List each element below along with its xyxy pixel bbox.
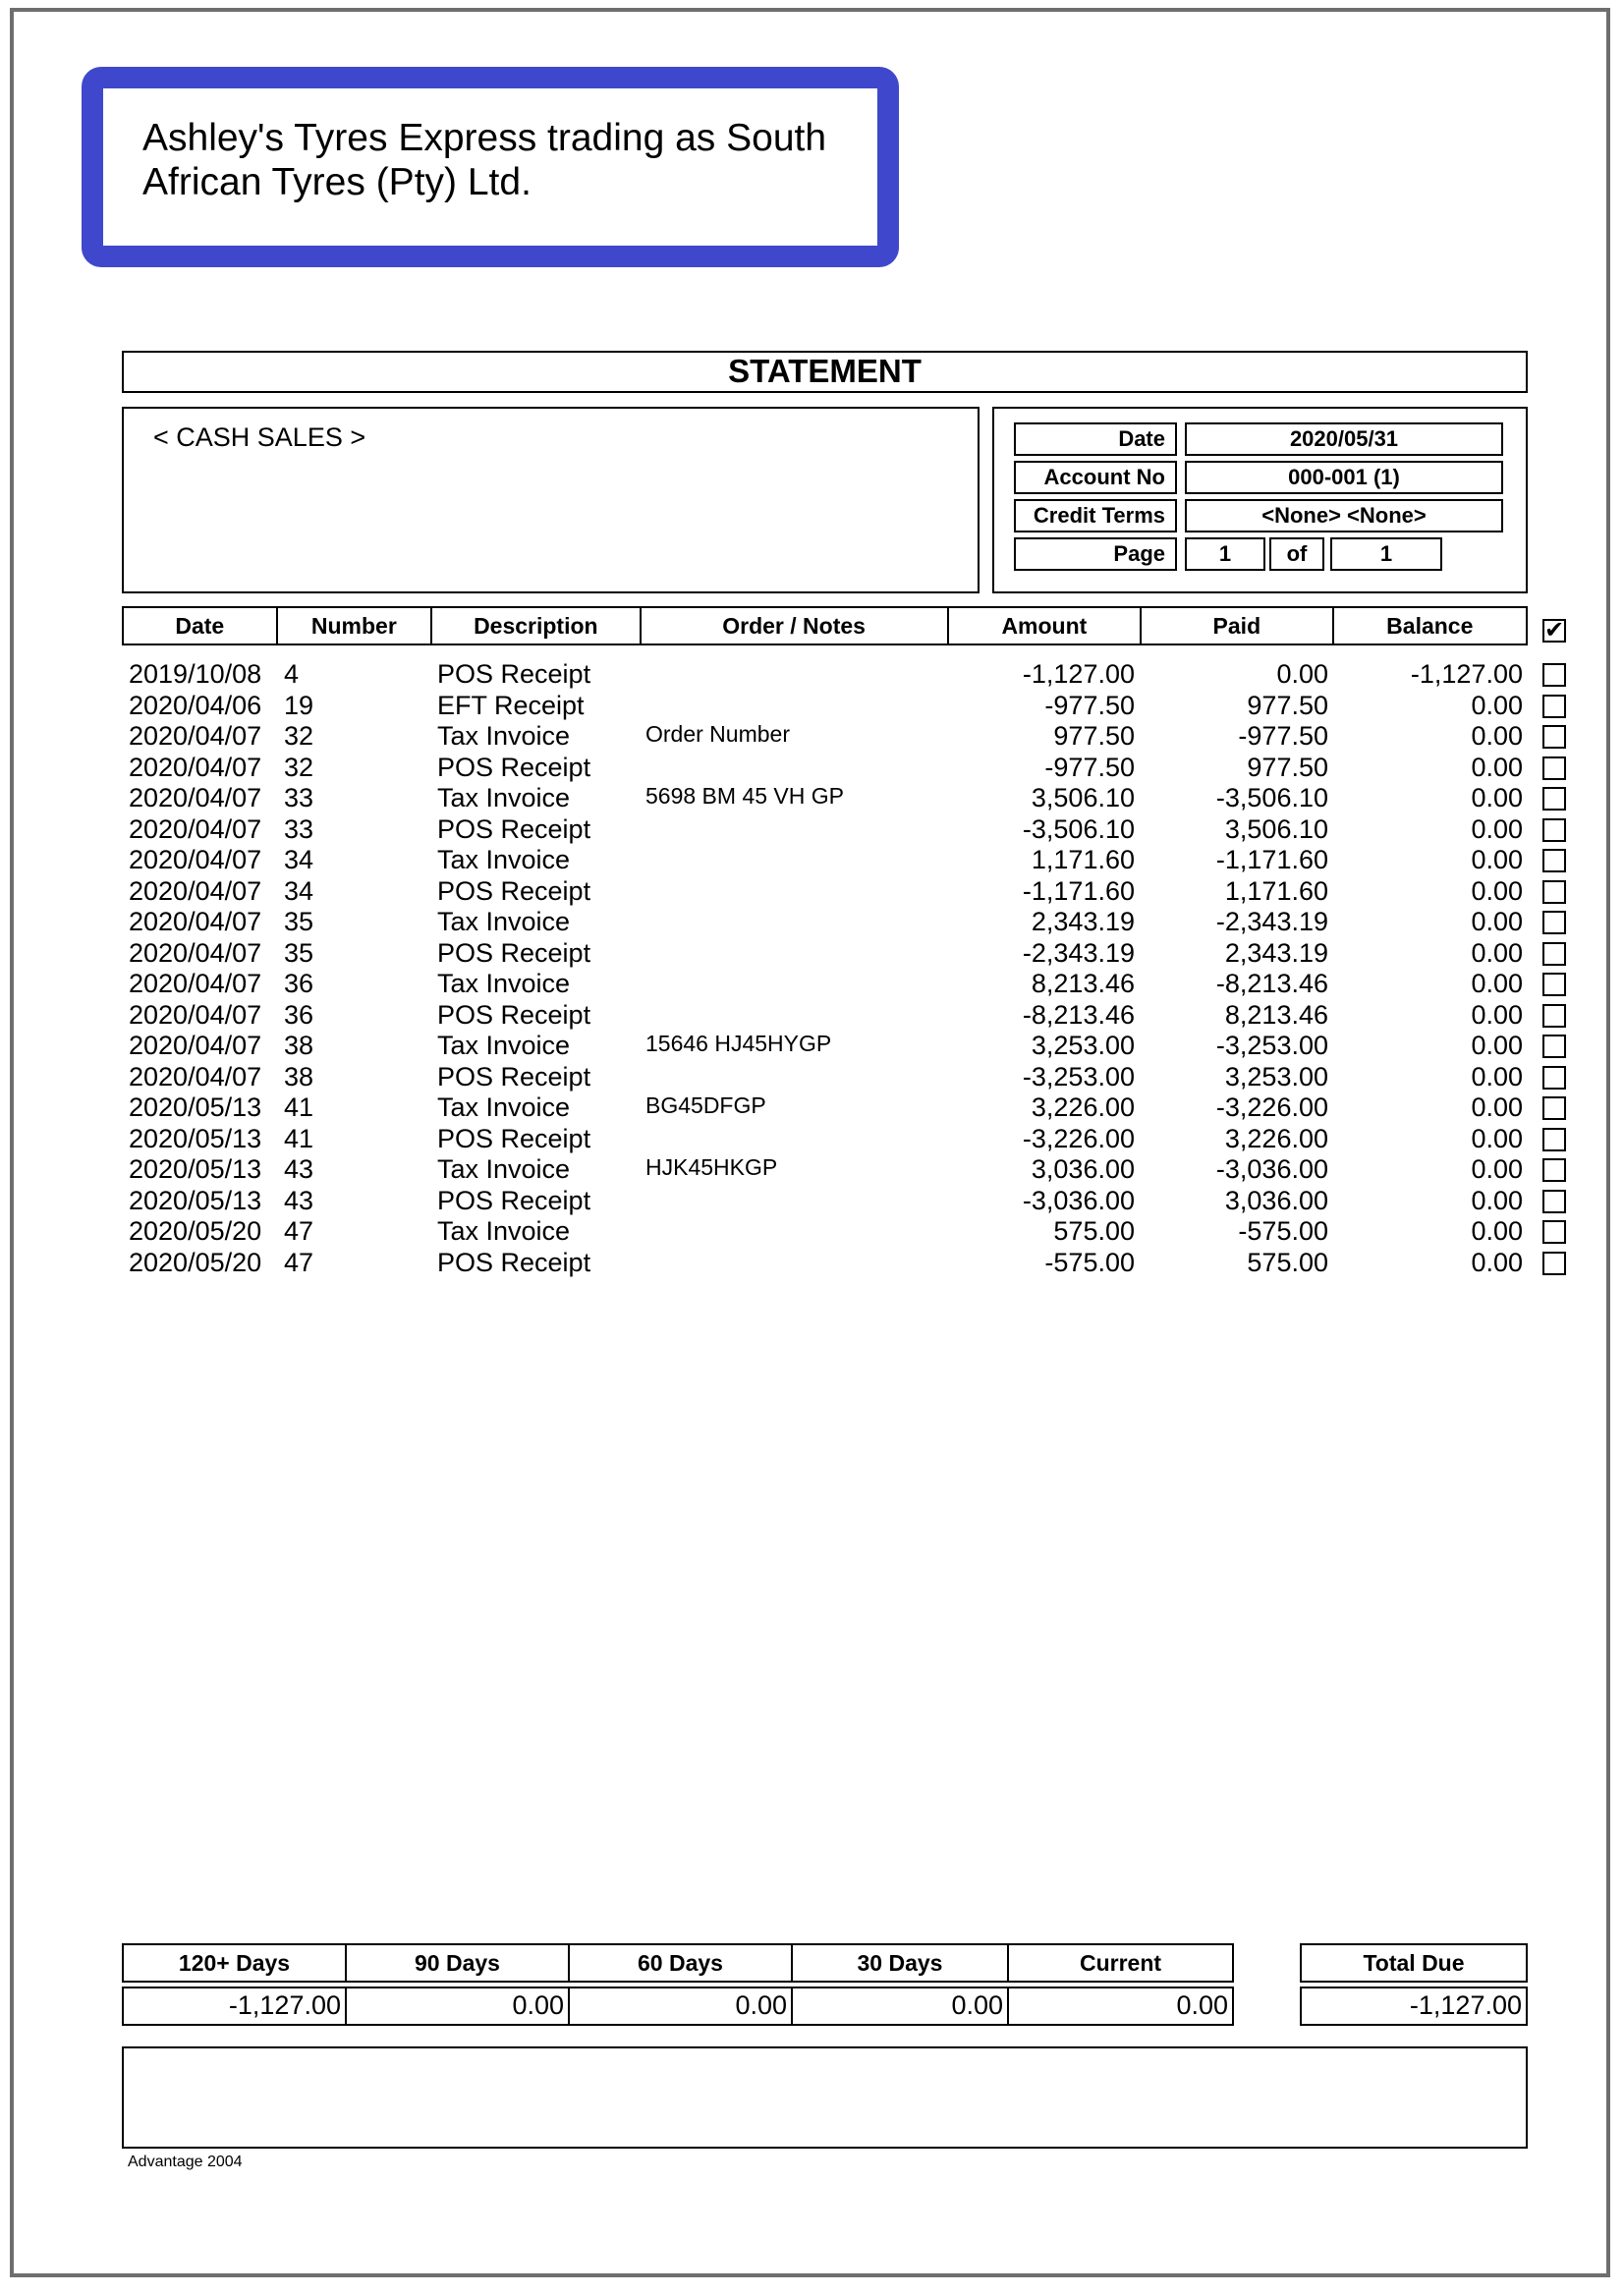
row-description: POS Receipt [437,875,591,906]
row-description: POS Receipt [437,999,591,1030]
transactions-header [122,606,1528,645]
row-balance: 0.00 [1471,721,1523,751]
row-paid: -1,171.60 [1215,845,1328,874]
row-checkbox[interactable] [1542,911,1566,934]
row-checkbox[interactable] [1542,1190,1566,1213]
row-number: 4 [284,659,300,689]
row-checkbox[interactable] [1542,880,1566,904]
row-number: 43 [284,1185,314,1215]
row-balance: 0.00 [1471,1061,1523,1092]
table-row [0,721,1624,752]
header-paid: Paid [1142,608,1333,644]
row-date: 2020/04/07 [129,875,262,906]
row-paid: 2,343.19 [1224,937,1328,968]
row-checkbox[interactable] [1542,1220,1566,1244]
aging-current-label: Current [1007,1943,1234,1983]
row-amount: 575.00 [1053,1216,1135,1246]
footer-text: Advantage 2004 [128,2154,243,2170]
header-description: Description [432,608,641,644]
row-date: 2020/05/13 [129,1092,262,1122]
row-number: 41 [284,1092,314,1122]
table-row [0,753,1624,783]
total-due-label: Total Due [1300,1943,1528,1983]
row-number: 32 [284,752,314,782]
row-description: POS Receipt [437,659,591,689]
row-description: POS Receipt [437,752,591,782]
row-date: 2020/04/07 [129,937,262,968]
row-date: 2020/04/07 [129,752,262,782]
row-description: Tax Invoice [437,969,571,998]
table-row [0,659,1624,690]
row-checkbox[interactable] [1542,942,1566,966]
row-amount: -3,506.10 [1022,813,1135,844]
row-date: 2019/10/08 [129,659,262,689]
row-checkbox[interactable] [1542,818,1566,842]
row-balance: 0.00 [1471,1092,1523,1122]
aging-60-value: 0.00 [568,1987,793,2026]
row-number: 36 [284,969,314,998]
page-of: of [1269,537,1324,571]
row-notes: HJK45HKGP [645,1154,778,1180]
row-paid: -575.00 [1238,1216,1328,1246]
row-description: POS Receipt [437,937,591,968]
row-amount: 3,036.00 [1031,1154,1135,1184]
row-amount: 3,506.10 [1031,783,1135,812]
aging-90-label: 90 Days [345,1943,570,1983]
aging-120-value: -1,127.00 [122,1987,347,2026]
row-balance: 0.00 [1471,1031,1523,1060]
row-amount: 3,226.00 [1031,1092,1135,1122]
table-row [0,1186,1624,1216]
row-balance: 0.00 [1471,1185,1523,1215]
row-amount: 1,171.60 [1031,845,1135,874]
row-date: 2020/05/20 [129,1247,262,1277]
row-checkbox[interactable] [1542,725,1566,749]
credit-terms-label: Credit Terms [1014,499,1177,532]
row-checkbox[interactable] [1542,973,1566,996]
row-amount: -575.00 [1044,1247,1135,1277]
header-balance: Balance [1386,613,1474,639]
row-date: 2020/04/07 [129,813,262,844]
row-checkbox[interactable] [1542,1035,1566,1058]
row-number: 34 [284,845,314,874]
row-amount: -2,343.19 [1022,937,1135,968]
row-balance: 0.00 [1471,969,1523,998]
table-row [0,1124,1624,1154]
row-description: POS Receipt [437,813,591,844]
row-paid: 1,171.60 [1224,875,1328,906]
table-row [0,1216,1624,1247]
row-balance: 0.00 [1471,999,1523,1030]
row-notes: 5698 BM 45 VH GP [645,783,844,809]
row-checkbox[interactable] [1542,849,1566,872]
row-balance: 0.00 [1471,907,1523,936]
company-name: Ashley's Tyres Express trading as South African Tyres (Pty) Ltd. [142,117,827,203]
row-description: POS Receipt [437,1061,591,1092]
row-checkbox[interactable] [1542,1096,1566,1120]
row-balance: 0.00 [1471,845,1523,874]
table-row [0,876,1624,907]
table-row [0,845,1624,875]
row-number: 38 [284,1031,314,1060]
row-paid: 977.50 [1247,690,1328,720]
row-number: 47 [284,1216,314,1246]
row-checkbox[interactable] [1542,1004,1566,1028]
row-description: Tax Invoice [437,783,571,812]
header-order-notes: Order / Notes [642,608,949,644]
row-date: 2020/04/06 [129,690,262,720]
row-date: 2020/05/20 [129,1216,262,1246]
row-paid: 0.00 [1276,659,1328,689]
row-amount: -8,213.46 [1022,999,1135,1030]
row-description: Tax Invoice [437,845,571,874]
row-amount: 8,213.46 [1031,969,1135,998]
row-number: 33 [284,813,314,844]
row-checkbox[interactable] [1542,787,1566,811]
date-value: 2020/05/31 [1185,422,1503,456]
row-paid: -3,253.00 [1215,1031,1328,1060]
row-balance: 0.00 [1471,1216,1523,1246]
row-date: 2020/04/07 [129,1031,262,1060]
row-paid: -2,343.19 [1215,907,1328,936]
row-paid: -3,506.10 [1215,783,1328,812]
row-paid: -8,213.46 [1215,969,1328,998]
row-checkbox[interactable] [1542,756,1566,780]
row-balance: 0.00 [1471,1154,1523,1184]
row-amount: -3,253.00 [1022,1061,1135,1092]
row-number: 33 [284,783,314,812]
row-amount: -1,171.60 [1022,875,1135,906]
total-due-value: -1,127.00 [1300,1987,1528,2026]
row-balance: -1,127.00 [1410,659,1523,689]
row-paid: 3,226.00 [1224,1123,1328,1153]
aging-90-value: 0.00 [345,1987,570,2026]
row-description: Tax Invoice [437,907,571,936]
row-balance: 0.00 [1471,690,1523,720]
row-balance: 0.00 [1471,752,1523,782]
row-checkbox[interactable] [1542,695,1566,718]
row-paid: 8,213.46 [1224,999,1328,1030]
row-date: 2020/04/07 [129,845,262,874]
header-number: Number [278,608,433,644]
aging-current-value: 0.00 [1007,1987,1234,2026]
row-number: 47 [284,1247,314,1277]
row-date: 2020/04/07 [129,1061,262,1092]
page-number: 1 [1185,537,1265,571]
page-total: 1 [1330,537,1442,571]
table-row [0,969,1624,999]
aging-30-label: 30 Days [791,1943,1009,1983]
account-value: 000-001 (1) [1185,461,1503,494]
header-date: Date [124,608,278,644]
row-checkbox[interactable] [1542,1066,1566,1090]
customer-address-box [122,407,980,593]
row-date: 2020/04/07 [129,999,262,1030]
row-paid: 575.00 [1247,1247,1328,1277]
row-checkbox[interactable] [1542,1128,1566,1151]
row-date: 2020/04/07 [129,783,262,812]
row-description: Tax Invoice [437,1092,571,1122]
table-row [0,783,1624,813]
row-paid: 3,036.00 [1224,1185,1328,1215]
document-title: STATEMENT [122,351,1528,393]
row-description: EFT Receipt [437,690,585,720]
row-description: POS Receipt [437,1123,591,1153]
row-paid: 3,506.10 [1224,813,1328,844]
table-row [0,1031,1624,1061]
row-checkbox[interactable] [1542,1158,1566,1182]
row-description: Tax Invoice [437,721,571,751]
row-balance: 0.00 [1471,1123,1523,1153]
row-paid: 977.50 [1247,752,1328,782]
statement-info-box [992,407,1528,593]
row-number: 32 [284,721,314,751]
row-description: Tax Invoice [437,1216,571,1246]
row-number: 35 [284,937,314,968]
aging-60-label: 60 Days [568,1943,793,1983]
row-checkbox[interactable] [1542,1252,1566,1275]
row-date: 2020/05/13 [129,1123,262,1153]
row-paid: 3,253.00 [1224,1061,1328,1092]
row-balance: 0.00 [1471,937,1523,968]
row-notes: 15646 HJ45HYGP [645,1031,832,1056]
row-number: 41 [284,1123,314,1153]
table-row [0,1092,1624,1123]
table-row [0,814,1624,845]
row-amount: 977.50 [1053,721,1135,751]
account-label: Account No [1014,461,1177,494]
company-header-box [82,67,899,267]
row-balance: 0.00 [1471,875,1523,906]
aging-120-label: 120+ Days [122,1943,347,1983]
row-number: 34 [284,875,314,906]
row-balance: 0.00 [1471,813,1523,844]
date-label: Date [1014,422,1177,456]
row-amount: -3,036.00 [1022,1185,1135,1215]
row-amount: 3,253.00 [1031,1031,1135,1060]
table-row [0,1248,1624,1278]
row-number: 36 [284,999,314,1030]
row-notes: BG45DFGP [645,1092,766,1118]
page-label: Page [1014,537,1177,571]
row-description: POS Receipt [437,1247,591,1277]
row-number: 43 [284,1154,314,1184]
row-description: Tax Invoice [437,1031,571,1060]
row-description: Tax Invoice [437,1154,571,1184]
select-all-checkbox[interactable]: ✔ [1544,617,1565,644]
row-paid: -977.50 [1238,721,1328,751]
row-amount: -977.50 [1044,752,1135,782]
table-row [0,938,1624,969]
table-row [0,1062,1624,1092]
row-checkbox[interactable] [1542,663,1566,687]
aging-30-value: 0.00 [791,1987,1009,2026]
table-row [0,1000,1624,1031]
table-row [0,907,1624,937]
row-date: 2020/04/07 [129,721,262,751]
credit-terms-value: <None> <None> [1185,499,1503,532]
statement-notes-box [122,2046,1528,2149]
row-balance: 0.00 [1471,1247,1523,1277]
header-amount: Amount [949,608,1142,644]
row-paid: -3,226.00 [1215,1092,1328,1122]
row-notes: Order Number [645,721,790,747]
table-row [0,1154,1624,1185]
customer-name: < CASH SALES > [153,422,366,452]
row-amount: -1,127.00 [1022,659,1135,689]
row-number: 38 [284,1061,314,1092]
row-balance: 0.00 [1471,783,1523,812]
table-row [0,691,1624,721]
row-date: 2020/05/13 [129,1185,262,1215]
row-description: POS Receipt [437,1185,591,1215]
row-amount: -977.50 [1044,690,1135,720]
row-paid: -3,036.00 [1215,1154,1328,1184]
row-number: 35 [284,907,314,936]
row-number: 19 [284,690,314,720]
row-date: 2020/04/07 [129,907,262,936]
row-date: 2020/05/13 [129,1154,262,1184]
row-amount: 2,343.19 [1031,907,1135,936]
row-date: 2020/04/07 [129,969,262,998]
row-amount: -3,226.00 [1022,1123,1135,1153]
